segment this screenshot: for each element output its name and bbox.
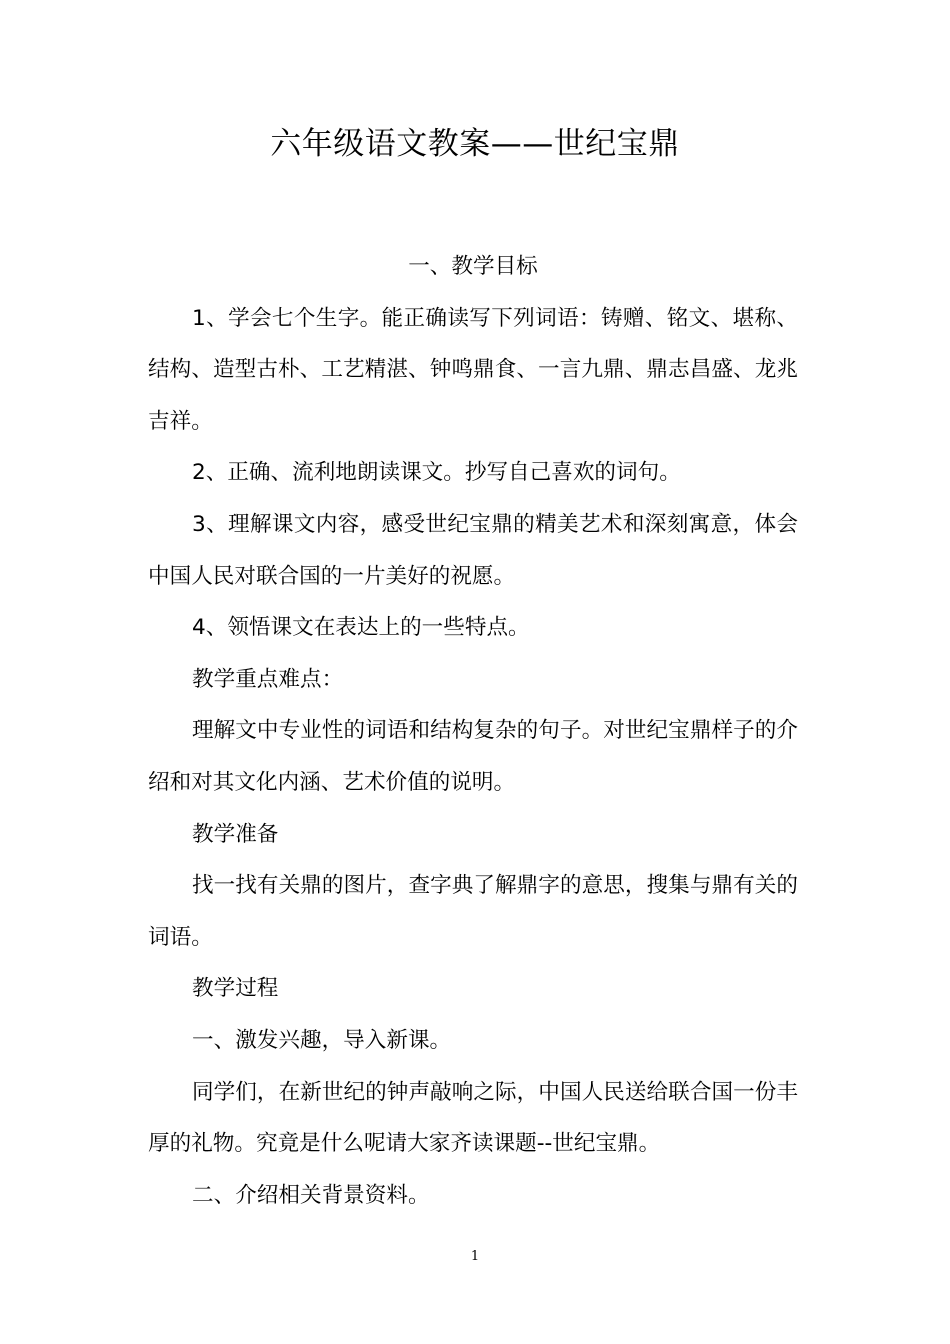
paragraph-key-points: 理解文中专业性的词语和结构复杂的句子。对世纪宝鼎样子的介绍和对其文化内涵、艺术价值的说明。 (148, 718, 798, 795)
paragraph-step-2-heading: 二、介绍相关背景资料。 (192, 1182, 430, 1208)
paragraph-objective-2: 2、正确、流利地朗读课文。抄写自己喜欢的词句。 (192, 460, 681, 486)
page-number: 1 (470, 1249, 480, 1264)
paragraph-objective-3: 3、理解课文内容，感受世纪宝鼎的精美艺术和深刻寓意，体会中国人民对联合国的一片美好的祝愿。 (148, 511, 798, 589)
paragraph-preparation-heading: 教学准备 (192, 821, 279, 847)
paragraph-preparation: 找一找有关鼎的图片，查字典了解鼎字的意思，搜集与鼎有关的词语。 (148, 873, 798, 950)
paragraph-step-1-heading: 一、激发兴趣，导入新课。 (192, 1027, 452, 1053)
paragraph-objective-1: 1、学会七个生字。能正确读写下列词语：铸赠、铭文、堪称、结构、造型古朴、工艺精湛、钟鸣鼎食、一言九鼎、鼎志昌盛、龙兆吉祥。 (148, 305, 798, 434)
paragraph-key-points-heading: 教学重点难点： (192, 666, 344, 692)
section-heading: 一、教学目标 (408, 254, 538, 279)
document-body (148, 241, 798, 1221)
paragraph-step-1: 同学们，在新世纪的钟声敲响之际，中国人民送给联合国一份丰厚的礼物。究竟是什么呢请大家齐读课题--世纪宝鼎。 (148, 1079, 798, 1157)
document-title: 六年级语文教案——世纪宝鼎 (270, 126, 680, 162)
paragraph-process-heading: 教学过程 (192, 976, 279, 1002)
paragraph-objective-4: 4、领悟课文在表达上的一些特点。 (192, 615, 530, 641)
